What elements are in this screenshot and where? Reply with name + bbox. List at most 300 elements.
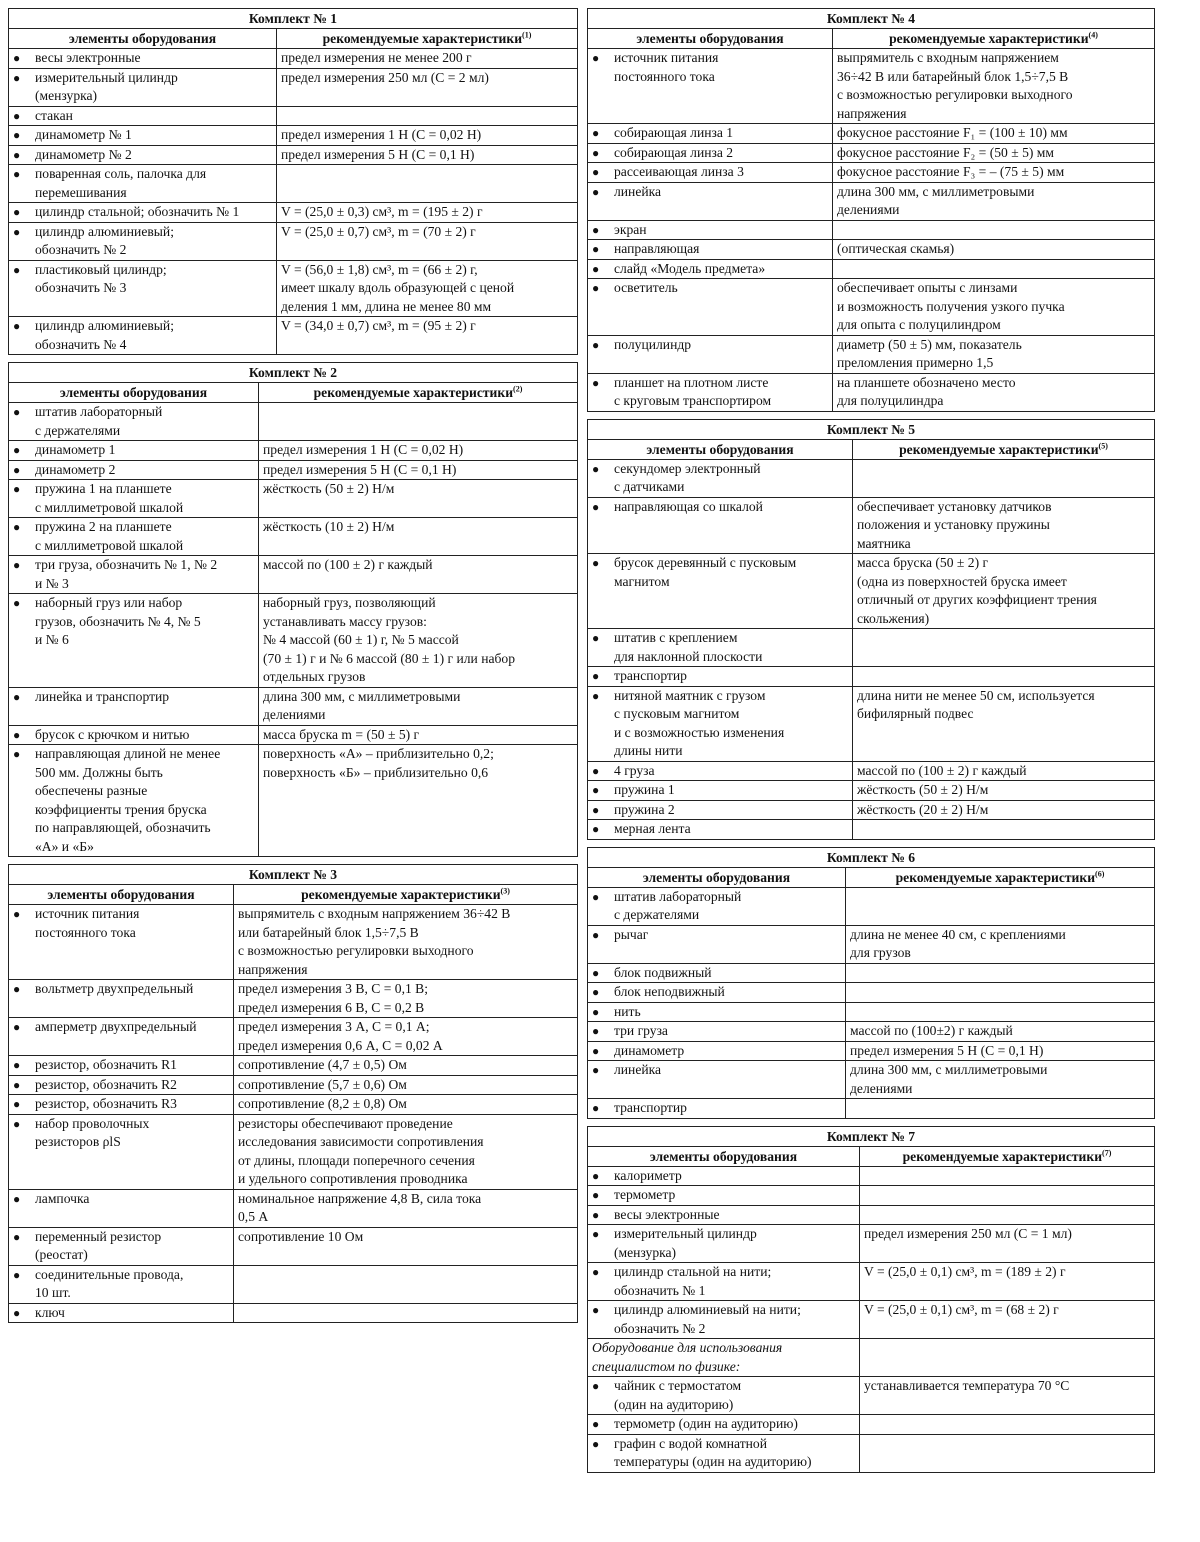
column-header-elements: элементы оборудования: [9, 383, 259, 403]
element-cell: [9, 441, 259, 461]
element-name: термометр: [614, 1187, 676, 1202]
column-header-elements: элементы оборудования: [588, 439, 853, 459]
table-row: [588, 629, 1155, 667]
list-item: [13, 461, 254, 480]
table-row: [588, 240, 1155, 260]
table-row: [9, 1018, 578, 1056]
note-cell: Оборудование для использования специалистом по физике:: [588, 1339, 860, 1377]
table-row: [588, 373, 1155, 411]
element-name: транспортир: [614, 668, 687, 683]
list-item: [13, 317, 272, 354]
characteristic-cell: [234, 1303, 578, 1323]
bullet-icon: ●: [592, 1024, 600, 1038]
table-row: [588, 143, 1155, 163]
element-name: термометр (один на аудиторию): [614, 1416, 798, 1431]
table-row: [588, 761, 1155, 781]
table-row: [588, 1301, 1155, 1339]
table-row: [588, 963, 1155, 983]
bullet-icon: ●: [13, 1077, 21, 1092]
element-cell: [9, 980, 234, 1018]
kit-title-row: [9, 9, 578, 29]
element-cell: [9, 1227, 234, 1265]
list-item: [13, 126, 272, 145]
bullet-icon: ●: [13, 907, 21, 921]
element-cell: [9, 165, 277, 203]
characteristic-cell: [833, 259, 1155, 279]
element-cell: [588, 800, 853, 820]
list-item: [592, 1042, 841, 1061]
list-item: [592, 554, 848, 591]
element-name: ключ: [35, 1304, 65, 1320]
list-item: [592, 1003, 841, 1022]
table-row: [9, 1075, 578, 1095]
element-name: чайник с термостатом (один на аудиторию): [614, 1378, 742, 1412]
bullet-icon: ●: [592, 261, 600, 276]
element-name: пружина 2: [614, 801, 675, 817]
element-name: набор проволочных резисторов ρlS: [35, 1115, 150, 1149]
table-row: [588, 1263, 1155, 1301]
bullet-icon: ●: [592, 222, 600, 237]
bullet-icon: ●: [592, 242, 600, 256]
bullet-icon: ●: [592, 822, 600, 836]
list-item: [13, 745, 254, 856]
element-name: цилиндр стальной на нити; обозначить № 1: [614, 1264, 772, 1298]
characteristic-cell: [860, 1415, 1155, 1435]
element-cell: [588, 629, 853, 667]
table-row: [588, 1041, 1155, 1061]
characteristic-cell: массой по (100 ± 2) г каждый: [853, 761, 1155, 781]
characteristic-cell: сопротивление (5,7 ± 0,6) Ом: [234, 1075, 578, 1095]
list-item: [13, 594, 254, 650]
element-cell: [9, 68, 277, 106]
characteristic-cell: [860, 1166, 1155, 1186]
table-row: [588, 925, 1155, 963]
list-item: [13, 726, 254, 745]
element-name: направляющая длиной не менее 500 мм. Должны быть обеспечены разные коэффициенты трения бруска по направляющей, обозначить «А» и «Б»: [35, 746, 221, 854]
element-name: цилиндр алюминиевый на нити; обозначить № 2: [614, 1302, 801, 1336]
bullet-icon: ●: [13, 727, 21, 742]
bullet-icon: ●: [13, 205, 21, 219]
element-cell: [588, 497, 853, 554]
table-row: [9, 1114, 578, 1189]
element-cell: [9, 594, 259, 688]
characteristic-cell: предел измерения 1 Н (C = 0,02 Н): [277, 126, 578, 146]
bullet-icon: ●: [592, 1436, 600, 1451]
kit-6-table: [587, 847, 1155, 1119]
list-item: [592, 498, 848, 517]
characteristic-cell: длина 300 мм, с миллиметровыми делениями: [259, 687, 578, 725]
bullet-icon: ●: [13, 1116, 21, 1131]
element-name: пружина 1 на планшете с миллиметровой шкалой: [35, 481, 184, 515]
column-header-text: рекомендуемые характеристики: [889, 31, 1089, 46]
element-cell: [588, 1099, 846, 1119]
characteristic-cell: V = (25,0 ± 0,7) см³, m = (70 ± 2) г: [277, 222, 578, 260]
bullet-icon: ●: [592, 165, 600, 179]
bullet-icon: ●: [13, 1020, 21, 1034]
element-cell: [9, 905, 234, 980]
characteristic-cell: фокусное расстояние F₂ = (50 ± 5) мм: [833, 143, 1155, 163]
element-cell: [588, 124, 833, 144]
element-name: направляющая со шкалой: [614, 498, 763, 514]
element-cell: [588, 667, 853, 687]
bullet-icon: ●: [592, 1188, 600, 1202]
footnote-mark: (2): [513, 384, 523, 394]
list-item: [592, 820, 848, 839]
characteristic-cell: [846, 887, 1155, 925]
element-name: цилиндр алюминиевый; обозначить № 4: [35, 318, 174, 352]
element-cell: [9, 1114, 234, 1189]
kit-4-table: [587, 8, 1155, 412]
bullet-icon: ●: [592, 499, 600, 514]
table-row: [588, 335, 1155, 373]
list-item: [592, 667, 848, 686]
table-row: [9, 480, 578, 518]
characteristic-cell: на планшете обозначено место для полуцилиндра: [833, 373, 1155, 411]
characteristic-cell: жёсткость (10 ± 2) Н/м: [259, 518, 578, 556]
column-header-text: рекомендуемые характеристики: [322, 31, 523, 46]
column-header-characteristics: [234, 885, 578, 905]
element-name: планшет на плотном листе с круговым транспортиром: [614, 374, 772, 408]
element-cell: [588, 925, 846, 963]
characteristic-cell: [860, 1186, 1155, 1206]
characteristic-cell: выпрямитель с входным напряжением 36÷42 В или батарейный блок 1,5÷7,5 В с возможностью регулировки выходного напряжения: [234, 905, 578, 980]
header-row: [588, 439, 1155, 459]
characteristic-cell: V = (25,0 ± 0,3) см³, m = (195 ± 2) г: [277, 203, 578, 223]
element-cell: [9, 203, 277, 223]
header-row: [9, 29, 578, 49]
characteristic-cell: предел измерения 5 Н (C = 0,1 Н): [259, 460, 578, 480]
kit-2-table: [8, 362, 578, 857]
element-name: слайд «Модель предмета»: [614, 260, 766, 276]
element-cell: [588, 1002, 846, 1022]
column-header-characteristics: [860, 1146, 1155, 1166]
list-item: [13, 1076, 229, 1095]
list-item: [592, 629, 848, 666]
list-item: [592, 1301, 855, 1338]
bullet-icon: ●: [592, 1379, 600, 1393]
characteristic-cell: [277, 165, 578, 203]
characteristic-cell: [277, 106, 578, 126]
column-header-elements: элементы оборудования: [588, 867, 846, 887]
element-cell: [588, 1377, 860, 1415]
element-cell: [588, 49, 833, 124]
characteristic-cell: V = (25,0 ± 0,1) см³, m = (68 ± 2) г: [860, 1301, 1155, 1339]
bullet-icon: ●: [13, 108, 21, 123]
table-row: [9, 1303, 578, 1323]
header-row: [588, 29, 1155, 49]
list-item: [13, 223, 272, 260]
bullet-icon: ●: [592, 556, 600, 570]
element-name: рычаг: [614, 926, 649, 942]
kit-5-table: [587, 419, 1155, 840]
table-row: [9, 145, 578, 165]
column-header-text: рекомендуемые характеристики: [301, 887, 501, 902]
element-cell: [588, 182, 833, 220]
element-cell: [9, 1095, 234, 1115]
element-cell: [588, 279, 833, 336]
element-name: источник питания постоянного тока: [614, 50, 719, 84]
table-row: [9, 126, 578, 146]
element-name: источник питания постоянного тока: [35, 906, 140, 940]
characteristic-cell: [259, 403, 578, 441]
bullet-icon: ●: [13, 558, 21, 572]
element-cell: [9, 460, 259, 480]
element-cell: [588, 781, 853, 801]
table-row: [588, 667, 1155, 687]
bullet-icon: ●: [13, 128, 21, 142]
element-cell: [588, 1166, 860, 1186]
bullet-icon: ●: [592, 184, 600, 199]
characteristic-cell: предел измерения 250 мл (C = 2 мл): [277, 68, 578, 106]
bullet-icon: ●: [592, 688, 600, 703]
table-row: [588, 124, 1155, 144]
table-row: [588, 1099, 1155, 1119]
list-item: [592, 1377, 855, 1414]
element-name: три груза: [614, 1023, 668, 1038]
list-item: [13, 261, 272, 298]
element-name: динамометр 1: [35, 442, 116, 457]
element-cell: [9, 126, 277, 146]
table-row: [9, 165, 578, 203]
bullet-icon: ●: [592, 126, 600, 140]
list-item: [592, 1022, 841, 1041]
column-header-elements: элементы оборудования: [588, 1146, 860, 1166]
element-name: поваренная соль, палочка для перемешивания: [35, 166, 207, 200]
bullet-icon: ●: [592, 669, 600, 683]
characteristic-cell: [846, 983, 1155, 1003]
characteristic-cell: наборный груз, позволяющий устанавливать массу грузов: № 4 массой (60 ± 1) г, № 5 массой (70 ± 1) г и № 6 массой (80 ± 1) г или набор отдельных грузов: [259, 594, 578, 688]
element-name: наборный груз или набор грузов, обозначить № 4, № 5 и № 6: [35, 595, 201, 647]
characteristic-cell: фокусное расстояние F₁ = (100 ± 10) мм: [833, 124, 1155, 144]
characteristic-cell: предел измерения 5 Н (C = 0,1 Н): [277, 145, 578, 165]
list-item: [13, 1095, 229, 1114]
element-name: 4 груза: [614, 762, 655, 778]
element-name: весы электронные: [614, 1206, 720, 1222]
footnote-mark: (1): [522, 30, 532, 40]
element-cell: [588, 163, 833, 183]
element-cell: [588, 1205, 860, 1225]
characteristic-cell: [846, 1099, 1155, 1119]
list-item: [13, 1056, 229, 1075]
element-name: полуцилиндр: [614, 336, 692, 352]
characteristic-cell: устанавливается температура 70 °С: [860, 1377, 1155, 1415]
element-cell: [588, 963, 846, 983]
element-cell: [9, 556, 259, 594]
characteristic-cell: предел измерения 250 мл (C = 1 мл): [860, 1225, 1155, 1263]
bullet-icon: ●: [13, 1229, 21, 1244]
list-item: [13, 107, 272, 126]
characteristic-cell: резисторы обеспечивают проведение исследования зависимости сопротивления от длины, площади поперечного сечения и удельного сопротивления проводника: [234, 1114, 578, 1189]
element-cell: [588, 1022, 846, 1042]
characteristic-cell: V = (56,0 ± 1,8) см³, m = (66 ± 2) г, имеет шкалу вдоль образующей с ценой деления 1 мм, длина не менее 80 мм: [277, 260, 578, 317]
element-name: динамометр: [614, 1042, 685, 1058]
kit-title: Комплект № 6: [588, 847, 1155, 867]
footnote-mark: (7): [1102, 1147, 1112, 1157]
bullet-icon: ●: [592, 145, 600, 160]
element-name: динамометр № 2: [35, 146, 132, 162]
list-item: [592, 144, 828, 163]
note-row: [588, 1339, 1155, 1377]
bullet-icon: ●: [592, 337, 600, 352]
header-row: [588, 1146, 1155, 1166]
table-row: [9, 1095, 578, 1115]
list-item: [592, 1435, 855, 1472]
element-name: блок неподвижный: [614, 984, 725, 999]
bullet-icon: ●: [592, 965, 600, 980]
table-row: [588, 983, 1155, 1003]
column-header-elements: элементы оборудования: [9, 29, 277, 49]
element-name: линейка и транспортир: [35, 688, 170, 704]
table-row: [588, 800, 1155, 820]
list-item: [13, 1304, 229, 1323]
element-name: секундомер электронный с датчиками: [614, 460, 761, 494]
table-row: [9, 594, 578, 688]
list-item: [13, 1018, 229, 1037]
kit-3-table: [8, 864, 578, 1323]
characteristic-cell: сопротивление (4,7 ± 0,5) Ом: [234, 1056, 578, 1076]
bullet-icon: ●: [592, 802, 600, 817]
list-item: [13, 556, 254, 593]
bullet-icon: ●: [592, 1227, 600, 1241]
bullet-icon: ●: [592, 375, 600, 390]
bullet-icon: ●: [13, 51, 21, 65]
characteristic-cell: длина нити не менее 50 см, используется бифилярный подвес: [853, 686, 1155, 761]
bullet-icon: ●: [592, 1168, 600, 1183]
kit-title: Комплект № 4: [588, 9, 1155, 29]
element-cell: [588, 1301, 860, 1339]
bullet-icon: ●: [592, 1101, 600, 1115]
characteristic-cell: сопротивление 10 Ом: [234, 1227, 578, 1265]
list-item: [13, 1228, 229, 1265]
bullet-icon: ●: [592, 631, 600, 645]
element-name: измерительный цилиндр (мензурка): [35, 69, 178, 103]
bullet-icon: ●: [13, 1305, 21, 1320]
characteristic-cell: жёсткость (50 ± 2) Н/м: [259, 480, 578, 518]
bullet-icon: ●: [13, 1267, 21, 1282]
table-row: [588, 182, 1155, 220]
table-row: [9, 203, 578, 223]
characteristic-cell: масса бруска (50 ± 2) г (одна из поверхностей бруска имеет отличный от других коэффициент трения скольжения): [853, 554, 1155, 629]
list-item: [592, 460, 848, 497]
empty-cell: [860, 1339, 1155, 1377]
list-item: [592, 240, 828, 259]
characteristic-cell: предел измерения 1 Н (C = 0,02 Н): [259, 441, 578, 461]
list-item: [13, 480, 254, 517]
element-cell: [9, 49, 277, 69]
table-row: [9, 518, 578, 556]
list-item: [592, 1225, 855, 1262]
characteristic-cell: длина 300 мм, с миллиметровыми делениями: [833, 182, 1155, 220]
bullet-icon: ●: [592, 1043, 600, 1058]
bullet-icon: ●: [13, 70, 21, 85]
characteristic-cell: [853, 820, 1155, 840]
element-cell: [9, 145, 277, 165]
element-cell: [9, 687, 259, 725]
header-row: [9, 383, 578, 403]
element-cell: [9, 1056, 234, 1076]
table-row: [588, 887, 1155, 925]
element-name: амперметр двухпредельный: [35, 1019, 197, 1034]
kit-title-row: [9, 865, 578, 885]
bullet-icon: ●: [592, 1417, 600, 1431]
bullet-icon: ●: [592, 1063, 600, 1077]
characteristic-cell: [853, 459, 1155, 497]
table-row: [588, 554, 1155, 629]
kit-title-row: [588, 419, 1155, 439]
list-item: [592, 1206, 855, 1225]
element-name: резистор, обозначить R2: [35, 1076, 177, 1092]
characteristic-cell: предел измерения 5 Н (C = 0,1 Н): [846, 1041, 1155, 1061]
table-row: [588, 1415, 1155, 1435]
element-name: три груза, обозначить № 1, № 2 и № 3: [35, 557, 218, 591]
bullet-icon: ●: [13, 747, 21, 761]
table-row: [588, 220, 1155, 240]
element-name: экран: [614, 221, 647, 237]
footnote-mark: (3): [500, 886, 510, 896]
element-name: собирающая линза 2: [614, 144, 734, 160]
element-cell: [9, 1075, 234, 1095]
column-header-text: рекомендуемые характеристики: [895, 869, 1096, 885]
list-item: [592, 1263, 855, 1300]
table-row: [9, 1056, 578, 1076]
characteristic-cell: массой по (100 ± 2) г каждый: [259, 556, 578, 594]
element-name: штатив лабораторный с держателями: [35, 404, 163, 438]
footnote-mark: (4): [1088, 30, 1098, 40]
element-cell: [9, 1303, 234, 1323]
element-name: вольтметр двухпредельный: [35, 981, 194, 996]
characteristic-cell: длина не менее 40 см, с креплениями для грузов: [846, 925, 1155, 963]
bullet-icon: ●: [592, 1207, 600, 1222]
table-row: [588, 1205, 1155, 1225]
table-row: [9, 980, 578, 1018]
column-header-characteristics: [277, 29, 578, 49]
bullet-icon: ●: [592, 783, 600, 797]
element-cell: [588, 820, 853, 840]
element-cell: [588, 1186, 860, 1206]
list-item: [592, 781, 848, 800]
element-cell: [588, 554, 853, 629]
bullet-icon: ●: [592, 927, 600, 942]
kit-title: Комплект № 1: [9, 9, 578, 29]
table-row: [588, 1022, 1155, 1042]
table-row: [588, 1186, 1155, 1206]
element-cell: [588, 1225, 860, 1263]
element-cell: [588, 1061, 846, 1099]
characteristic-cell: поверхность «А» – приблизительно 0,2; поверхность «Б» – приблизительно 0,6: [259, 745, 578, 857]
characteristic-cell: предел измерения 3 В, C = 0,1 В; предел измерения 6 В, C = 0,2 В: [234, 980, 578, 1018]
characteristic-cell: обеспечивает установку датчиков положения и установку пружины маятника: [853, 497, 1155, 554]
characteristic-cell: диаметр (50 ± 5) мм, показатель преломления примерно 1,5: [833, 335, 1155, 373]
element-cell: [588, 1041, 846, 1061]
element-cell: [588, 686, 853, 761]
column-header-characteristics: [833, 29, 1155, 49]
characteristic-cell: масса бруска m = (50 ± 5) г: [259, 725, 578, 745]
table-row: [9, 317, 578, 355]
list-item: [13, 980, 229, 999]
characteristic-cell: (оптическая скамья): [833, 240, 1155, 260]
table-row: [9, 687, 578, 725]
element-name: рассеивающая линза 3: [614, 164, 744, 179]
table-row: [9, 1189, 578, 1227]
element-name: динамометр 2: [35, 461, 116, 477]
element-name: линейка: [614, 183, 662, 199]
list-item: [592, 1061, 841, 1080]
element-cell: [588, 335, 833, 373]
element-name: динамометр № 1: [35, 127, 132, 142]
bullet-icon: ●: [13, 224, 21, 239]
list-item: [592, 1167, 855, 1186]
list-item: [13, 1115, 229, 1152]
